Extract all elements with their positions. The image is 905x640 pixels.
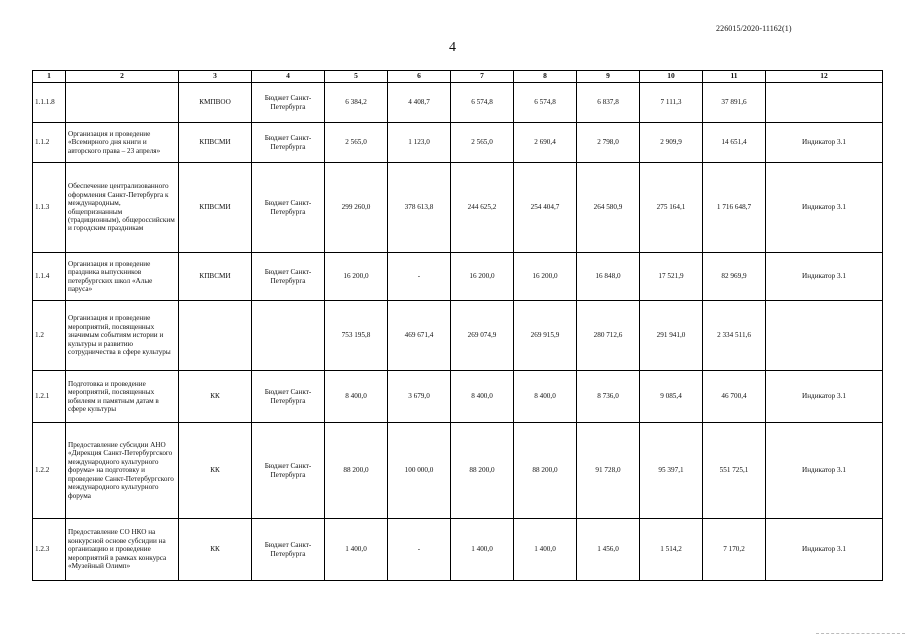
value-col-5: 299 260,0 bbox=[325, 163, 388, 253]
table-row bbox=[33, 123, 883, 163]
value-col-9: 91 728,0 bbox=[577, 423, 640, 519]
value-col-7: 6 574,8 bbox=[451, 83, 514, 123]
indicator: Индикатор 3.1 bbox=[766, 519, 883, 581]
scan-artifact bbox=[816, 633, 905, 637]
value-col-9: 2 798,0 bbox=[577, 123, 640, 163]
value-col-11: 82 969,9 bbox=[703, 253, 766, 301]
value-col-7: 8 400,0 bbox=[451, 371, 514, 423]
activity-name: Организация и проведение мероприятий, посвященных значимым событиям истории и культуры и развитию сотрудничества в сфере культуры bbox=[66, 301, 179, 371]
value-col-8: 88 200,0 bbox=[514, 423, 577, 519]
column-header-9: 9 bbox=[577, 71, 640, 83]
table-row bbox=[33, 301, 883, 371]
row-number: 1.2.1 bbox=[33, 371, 66, 423]
value-col-7: 2 565,0 bbox=[451, 123, 514, 163]
value-col-11: 46 700,4 bbox=[703, 371, 766, 423]
value-col-5: 16 200,0 bbox=[325, 253, 388, 301]
value-col-9: 16 848,0 bbox=[577, 253, 640, 301]
column-header-7: 7 bbox=[451, 71, 514, 83]
activity-name: Обеспечение централизованного оформления Санкт-Петербурга к международным, общепризнанным (традиционным), общероссийским и городским праздникам bbox=[66, 163, 179, 253]
program-activities-table bbox=[32, 70, 883, 581]
executor bbox=[179, 301, 252, 371]
value-col-6: 469 671,4 bbox=[388, 301, 451, 371]
value-col-5: 6 384,2 bbox=[325, 83, 388, 123]
value-col-5: 8 400,0 bbox=[325, 371, 388, 423]
value-col-11: 7 170,2 bbox=[703, 519, 766, 581]
row-number: 1.1.4 bbox=[33, 253, 66, 301]
activity-name: Организация и проведение «Всемирного дня книги и авторского права – 23 апреля» bbox=[66, 123, 179, 163]
activity-name: Предоставление СО НКО на конкурсной основе субсидии на организацию и проведение мероприятий в рамках конкурса «Музейный Олимп» bbox=[66, 519, 179, 581]
column-header-12: 12 bbox=[766, 71, 883, 83]
executor: КПВСМИ bbox=[179, 163, 252, 253]
value-col-9: 8 736,0 bbox=[577, 371, 640, 423]
row-number: 1.1.1.8 bbox=[33, 83, 66, 123]
column-header-8: 8 bbox=[514, 71, 577, 83]
value-col-6: 1 123,0 bbox=[388, 123, 451, 163]
column-header-10: 10 bbox=[640, 71, 703, 83]
activity-name bbox=[66, 83, 179, 123]
table-row bbox=[33, 163, 883, 253]
row-number: 1.1.2 bbox=[33, 123, 66, 163]
table-row bbox=[33, 253, 883, 301]
value-col-9: 6 837,8 bbox=[577, 83, 640, 123]
value-col-8: 8 400,0 bbox=[514, 371, 577, 423]
value-col-11: 37 891,6 bbox=[703, 83, 766, 123]
value-col-8: 16 200,0 bbox=[514, 253, 577, 301]
row-number: 1.2 bbox=[33, 301, 66, 371]
value-col-10: 9 085,4 bbox=[640, 371, 703, 423]
value-col-6: 4 408,7 bbox=[388, 83, 451, 123]
value-col-6: - bbox=[388, 253, 451, 301]
document-registration-number: 226015/2020-11162(1) bbox=[716, 24, 792, 33]
column-header-6: 6 bbox=[388, 71, 451, 83]
table-body bbox=[33, 83, 883, 581]
value-col-9: 264 580,9 bbox=[577, 163, 640, 253]
indicator: Индикатор 3.1 bbox=[766, 423, 883, 519]
funding-source: Бюджет Санкт-Петербурга bbox=[252, 423, 325, 519]
row-number: 1.1.3 bbox=[33, 163, 66, 253]
column-header-5: 5 bbox=[325, 71, 388, 83]
funding-source: Бюджет Санкт-Петербурга bbox=[252, 253, 325, 301]
value-col-10: 17 521,9 bbox=[640, 253, 703, 301]
executor: КК bbox=[179, 519, 252, 581]
row-number: 1.2.3 bbox=[33, 519, 66, 581]
value-col-5: 2 565,0 bbox=[325, 123, 388, 163]
value-col-7: 16 200,0 bbox=[451, 253, 514, 301]
executor: КМПВОО bbox=[179, 83, 252, 123]
value-col-5: 1 400,0 bbox=[325, 519, 388, 581]
value-col-10: 7 111,3 bbox=[640, 83, 703, 123]
value-col-10: 2 909,9 bbox=[640, 123, 703, 163]
page-number: 4 bbox=[449, 40, 456, 55]
value-col-6: - bbox=[388, 519, 451, 581]
table-row bbox=[33, 519, 883, 581]
table-row bbox=[33, 83, 883, 123]
activity-name: Предоставление субсидии АНО «Дирекция Санкт-Петербургского международного культурного форума» на подготовку и проведение Санкт-Петербургского международного культурного форума bbox=[66, 423, 179, 519]
row-number: 1.2.2 bbox=[33, 423, 66, 519]
value-col-7: 1 400,0 bbox=[451, 519, 514, 581]
indicator: Индикатор 3.1 bbox=[766, 371, 883, 423]
executor: КПВСМИ bbox=[179, 123, 252, 163]
value-col-11: 2 334 511,6 bbox=[703, 301, 766, 371]
column-header-11: 11 bbox=[703, 71, 766, 83]
column-header-3: 3 bbox=[179, 71, 252, 83]
funding-source: Бюджет Санкт-Петербурга bbox=[252, 83, 325, 123]
value-col-8: 2 690,4 bbox=[514, 123, 577, 163]
indicator: Индикатор 3.1 bbox=[766, 163, 883, 253]
column-header-2: 2 bbox=[66, 71, 179, 83]
value-col-7: 244 625,2 bbox=[451, 163, 514, 253]
value-col-11: 551 725,1 bbox=[703, 423, 766, 519]
indicator bbox=[766, 83, 883, 123]
funding-source: Бюджет Санкт-Петербурга bbox=[252, 371, 325, 423]
indicator bbox=[766, 301, 883, 371]
indicator: Индикатор 3.1 bbox=[766, 123, 883, 163]
table-row bbox=[33, 423, 883, 519]
executor: КПВСМИ bbox=[179, 253, 252, 301]
executor: КК bbox=[179, 423, 252, 519]
value-col-5: 88 200,0 bbox=[325, 423, 388, 519]
executor: КК bbox=[179, 371, 252, 423]
value-col-11: 14 651,4 bbox=[703, 123, 766, 163]
indicator: Индикатор 3.1 bbox=[766, 253, 883, 301]
value-col-11: 1 716 648,7 bbox=[703, 163, 766, 253]
value-col-8: 269 915,9 bbox=[514, 301, 577, 371]
value-col-6: 3 679,0 bbox=[388, 371, 451, 423]
value-col-6: 100 000,0 bbox=[388, 423, 451, 519]
table-row bbox=[33, 371, 883, 423]
value-col-10: 95 397,1 bbox=[640, 423, 703, 519]
value-col-5: 753 195,8 bbox=[325, 301, 388, 371]
value-col-8: 254 404,7 bbox=[514, 163, 577, 253]
funding-source bbox=[252, 301, 325, 371]
activity-name: Подготовка и проведение мероприятий, посвященных юбилеям и памятным датам в сфере культуры bbox=[66, 371, 179, 423]
value-col-7: 88 200,0 bbox=[451, 423, 514, 519]
table-header-row bbox=[33, 71, 883, 83]
value-col-8: 6 574,8 bbox=[514, 83, 577, 123]
funding-source: Бюджет Санкт-Петербурга bbox=[252, 123, 325, 163]
value-col-7: 269 074,9 bbox=[451, 301, 514, 371]
column-header-4: 4 bbox=[252, 71, 325, 83]
activity-name: Организация и проведение праздника выпускников петербургских школ «Алые паруса» bbox=[66, 253, 179, 301]
value-col-10: 275 164,1 bbox=[640, 163, 703, 253]
value-col-6: 378 613,8 bbox=[388, 163, 451, 253]
value-col-10: 1 514,2 bbox=[640, 519, 703, 581]
value-col-8: 1 400,0 bbox=[514, 519, 577, 581]
column-header-1: 1 bbox=[33, 71, 66, 83]
value-col-9: 280 712,6 bbox=[577, 301, 640, 371]
value-col-10: 291 941,0 bbox=[640, 301, 703, 371]
value-col-9: 1 456,0 bbox=[577, 519, 640, 581]
funding-source: Бюджет Санкт-Петербурга bbox=[252, 519, 325, 581]
funding-source: Бюджет Санкт-Петербурга bbox=[252, 163, 325, 253]
